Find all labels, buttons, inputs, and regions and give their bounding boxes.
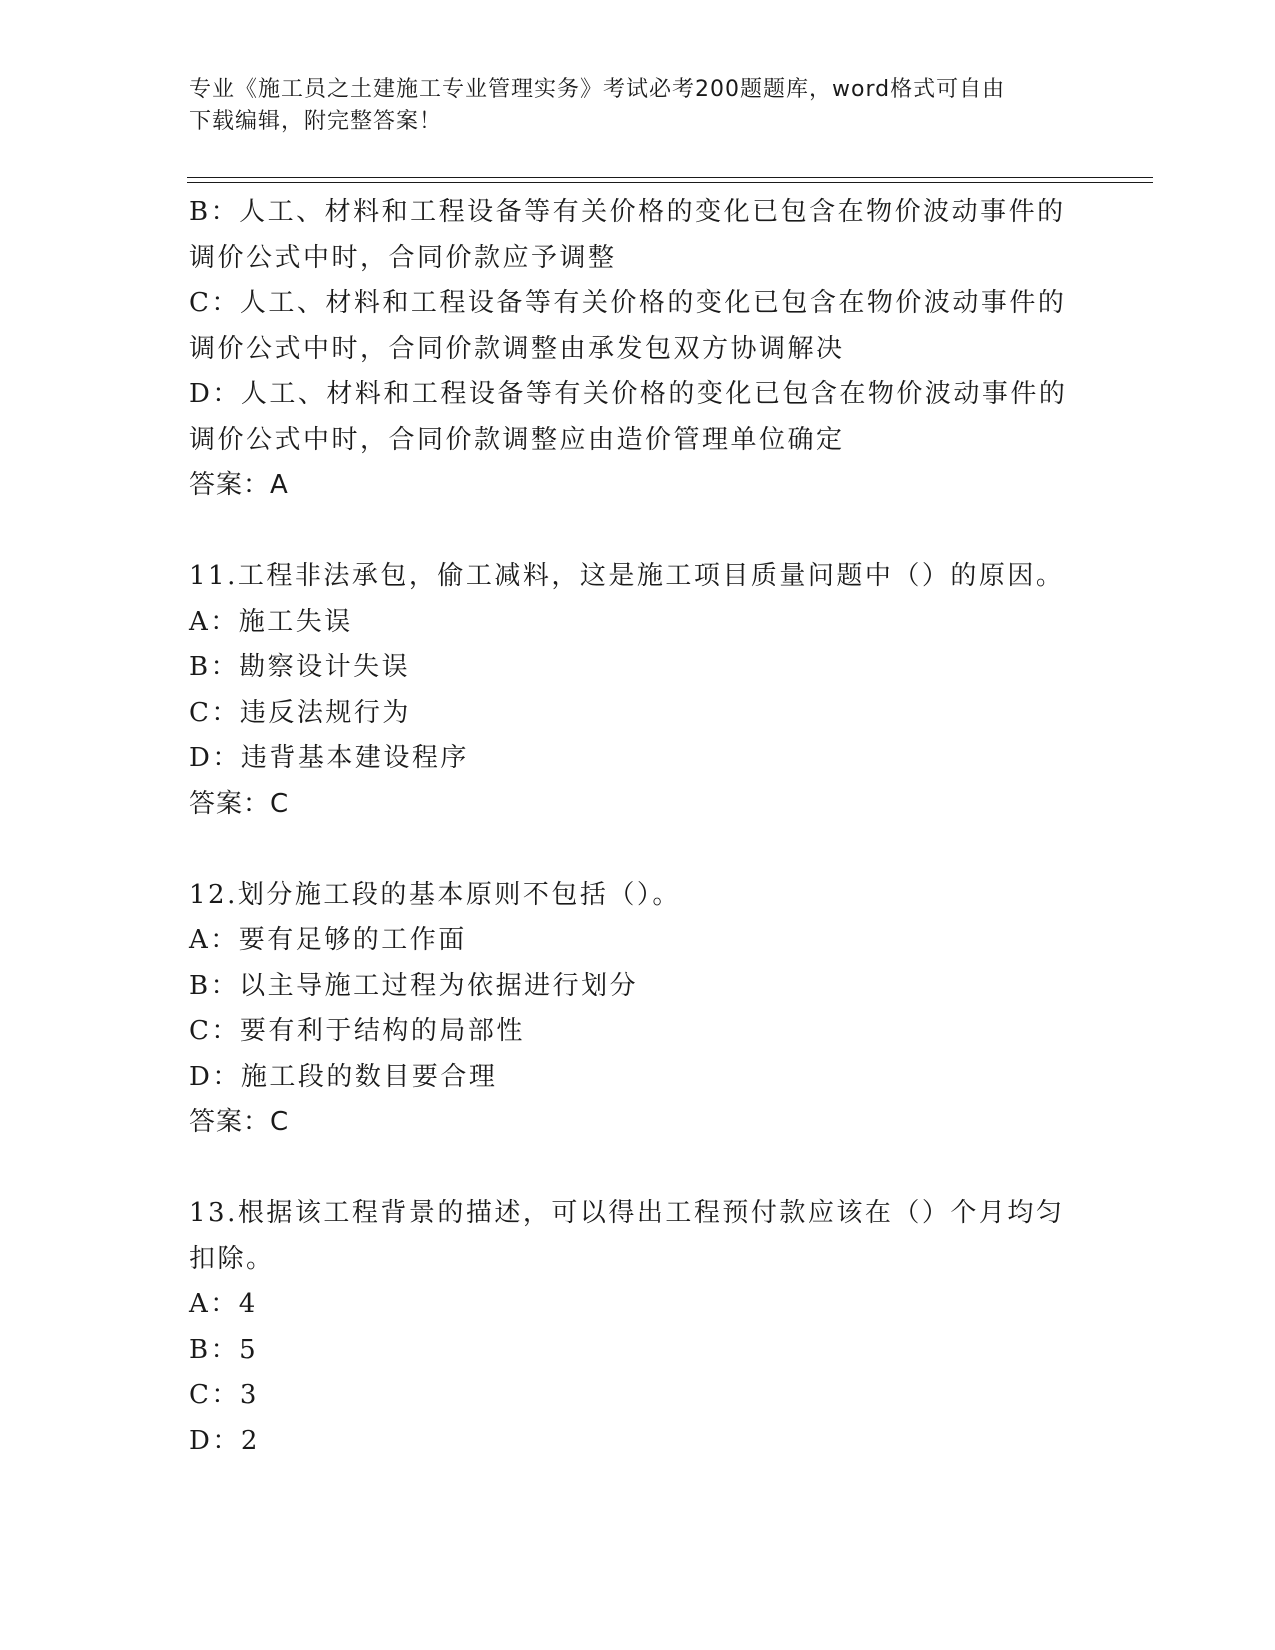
question-text: 11.工程非法承包，偷工减料，这是施工项目质量问题中（）的原因。 — [189, 561, 1065, 591]
question-text-line-1: 13.根据该工程背景的描述，可以得出工程预付款应该在（）个月均匀 — [189, 1198, 1065, 1228]
option-b: B：以主导施工过程为依据进行划分 — [189, 970, 639, 1001]
answer: 答案：C — [189, 1107, 290, 1137]
question-13 — [189, 1191, 1089, 1464]
option-a: A：施工失误 — [189, 606, 353, 637]
option-b: B：5 — [189, 1334, 259, 1365]
option-b-line-2: 调价公式中时，合同价款应予调整 — [189, 242, 617, 273]
question-text: 12.划分施工段的基本原则不包括（）。 — [189, 879, 681, 910]
spacer — [189, 827, 1089, 873]
answer: 答案：C — [189, 788, 290, 819]
option-c-line-2: 调价公式中时，合同价款调整由承发包双方协调解决 — [189, 333, 845, 364]
header-rule-bottom — [187, 182, 1153, 183]
document-header — [189, 74, 1079, 138]
option-a: A：4 — [189, 1289, 258, 1319]
option-a: A：要有足够的工作面 — [189, 925, 467, 955]
option-d-line-1: D：人工、材料和工程设备等有关价格的变化已包含在物价波动事件的 — [189, 379, 1068, 409]
option-c: C：3 — [189, 1380, 259, 1410]
header-rule-top — [187, 177, 1153, 178]
header-line-1: 专业《施工员之土建施工专业管理实务》考试必考200题题库，word格式可自由 — [189, 77, 1006, 102]
answer: 答案：A — [189, 470, 289, 500]
question-list — [189, 190, 1089, 1464]
option-c: C：要有利于结构的局部性 — [189, 1016, 525, 1046]
option-c: C：违反法规行为 — [189, 697, 411, 728]
option-d: D：施工段的数目要合理 — [189, 1061, 498, 1092]
question-text-line-2: 扣除。 — [189, 1243, 275, 1274]
question-10 — [189, 190, 1089, 509]
option-d: D：违背基本建设程序 — [189, 743, 469, 773]
spacer — [189, 509, 1089, 555]
question-11 — [189, 554, 1089, 827]
option-c-line-1: C：人工、材料和工程设备等有关价格的变化已包含在物价波动事件的 — [189, 288, 1067, 318]
header-line-2: 下载编辑，附完整答案！ — [189, 109, 443, 134]
spacer — [189, 1146, 1089, 1192]
question-12 — [189, 873, 1089, 1146]
option-b: B：勘察设计失误 — [189, 652, 411, 682]
option-d-line-2: 调价公式中时，合同价款调整应由造价管理单位确定 — [189, 424, 845, 455]
option-b-line-1: B：人工、材料和工程设备等有关价格的变化已包含在物价波动事件的 — [189, 197, 1066, 227]
option-d: D：2 — [189, 1425, 260, 1456]
